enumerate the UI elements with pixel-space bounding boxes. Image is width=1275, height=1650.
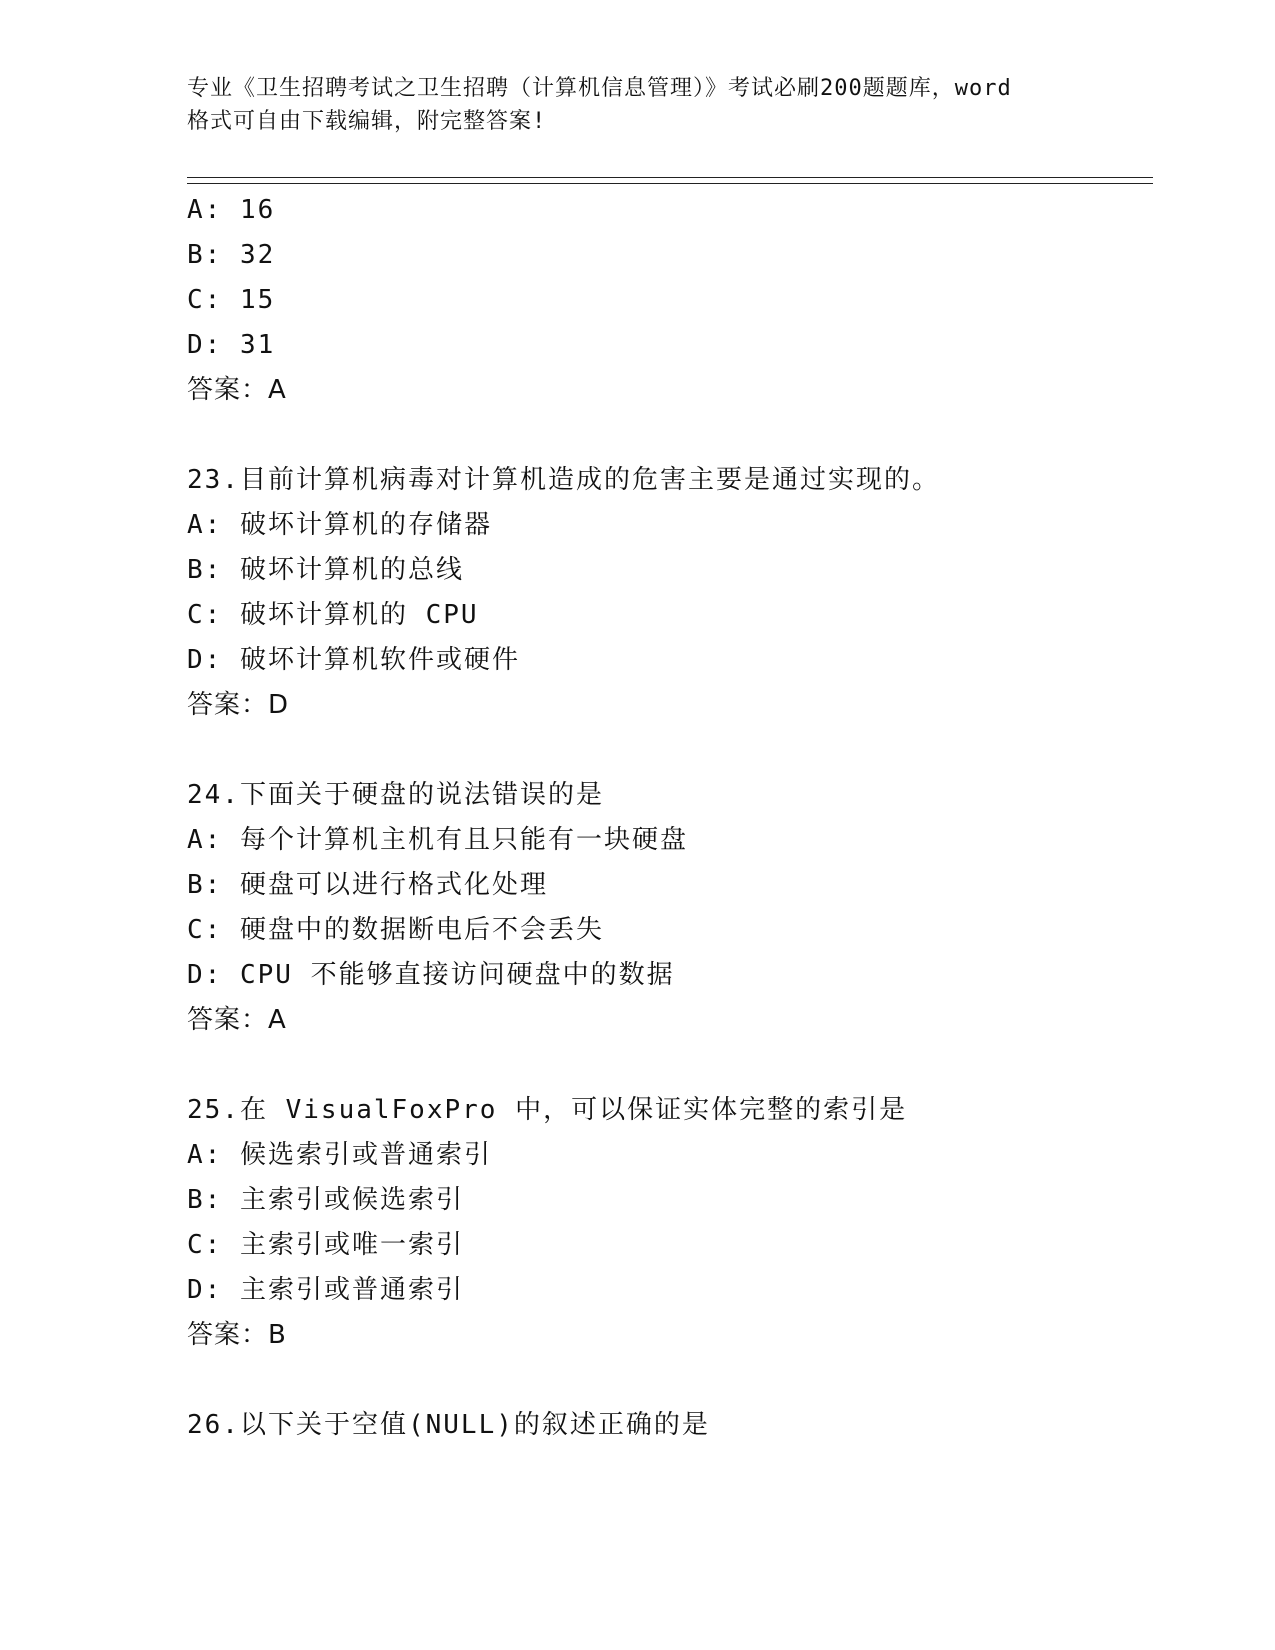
q22-option-c: C: 15	[187, 285, 276, 315]
q24-option-c: C: 硬盘中的数据断电后不会丢失	[187, 915, 604, 945]
q22-answer: 答案：A	[187, 375, 287, 405]
header-line-2: 格式可自由下载编辑，附完整答案!	[187, 109, 547, 134]
q22-option-b: B: 32	[187, 240, 276, 270]
q22-option-d: D: 31	[187, 330, 276, 360]
q25-option-a: A: 候选索引或普通索引	[187, 1140, 492, 1170]
q23-option-a: A: 破坏计算机的存储器	[187, 510, 492, 540]
q26-question: 26.以下关于空值(NULL)的叙述正确的是	[187, 1410, 710, 1440]
q23-question: 23.目前计算机病毒对计算机造成的危害主要是通过实现的。	[187, 465, 940, 495]
q25-option-c: C: 主索引或唯一索引	[187, 1230, 464, 1260]
q23-option-b: B: 破坏计算机的总线	[187, 555, 464, 585]
q24-question: 24.下面关于硬盘的说法错误的是	[187, 780, 604, 810]
q24-option-a: A: 每个计算机主机有且只能有一块硬盘	[187, 825, 688, 855]
q23-answer: 答案：D	[187, 690, 290, 720]
q24-option-b: B: 硬盘可以进行格式化处理	[187, 870, 548, 900]
q23-option-d: D: 破坏计算机软件或硬件	[187, 645, 520, 675]
document-header	[187, 72, 1087, 138]
q25-option-b: B: 主索引或候选索引	[187, 1185, 464, 1215]
q25-answer: 答案：B	[187, 1320, 287, 1350]
q24-answer: 答案：A	[187, 1005, 287, 1035]
header-line-1: 专业《卫生招聘考试之卫生招聘（计算机信息管理）》考试必刷200题题库，word	[187, 76, 1012, 101]
q23-option-c: C: 破坏计算机的 CPU	[187, 600, 479, 630]
header-divider-top	[187, 177, 1153, 178]
q22-option-a: A: 16	[187, 195, 276, 225]
header-divider-bottom	[187, 183, 1153, 184]
q24-option-d: D: CPU 不能够直接访问硬盘中的数据	[187, 960, 675, 990]
q25-option-d: D: 主索引或普通索引	[187, 1275, 464, 1305]
q25-question: 25.在 VisualFoxPro 中，可以保证实体完整的索引是	[187, 1095, 908, 1125]
